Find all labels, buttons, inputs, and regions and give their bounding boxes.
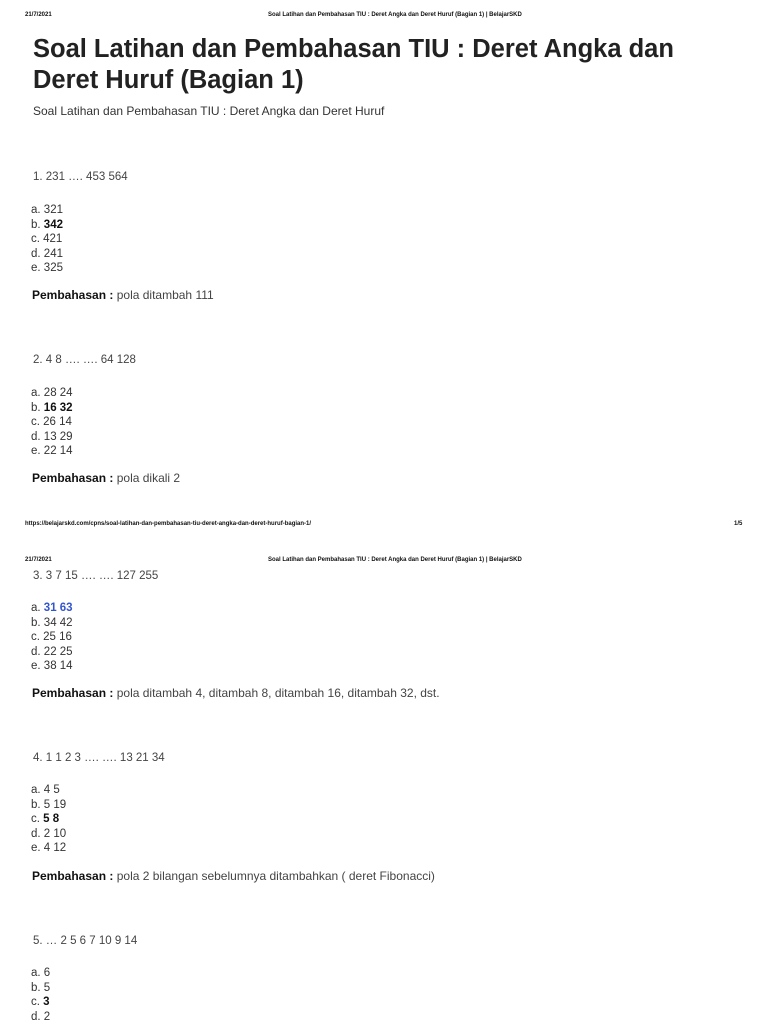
question-4: 4. 1 1 2 3 …. …. 13 21 34 [33, 752, 165, 764]
option-e: e. 4 12 [31, 842, 67, 855]
option-c: c. 25 16 [31, 631, 72, 644]
option-b: b. 34 42 [31, 616, 73, 629]
question-3: 3. 3 7 15 …. …. 127 255 [33, 570, 159, 582]
option-e: e. 38 14 [31, 660, 73, 673]
options-list-1 [31, 203, 63, 276]
option-c: c. 421 [31, 233, 63, 246]
option-a: a. 4 5 [31, 784, 60, 796]
option-b-answer: b. 342 [31, 218, 63, 231]
print-date: 21/7/2021 [25, 12, 52, 18]
option-b: b. 5 [31, 981, 51, 994]
pembahasan-2: Pembahasan : pola dikali 2 [32, 471, 181, 485]
options-list-5 [31, 966, 50, 1024]
option-a: a. 28 24 [31, 387, 73, 399]
option-c-answer: c. 3 [31, 996, 50, 1009]
option-e: e. 325 [31, 262, 63, 275]
options-list-3 [31, 601, 73, 674]
option-d: d. 22 25 [31, 645, 73, 658]
option-a: a. 321 [31, 204, 63, 216]
pembahasan-4: Pembahasan : pola 2 bilangan sebelumnya ditambahkan ( deret Fibonacci) [32, 869, 435, 883]
option-b: b. 5 19 [31, 798, 67, 811]
options-list-4 [31, 783, 66, 856]
option-e: e. 22 14 [31, 445, 73, 458]
pembahasan-1: Pembahasan : pola ditambah 111 [32, 288, 214, 302]
option-d: d. 13 29 [31, 430, 73, 443]
print-date: 21/7/2021 [25, 557, 52, 563]
page-number: 1/5 [734, 521, 743, 527]
option-a-answer: a. 31 63 [31, 602, 73, 614]
question-1: 1. 231 …. 453 564 [33, 171, 128, 183]
options-list-2 [31, 386, 73, 459]
option-a: a. 6 [31, 967, 51, 979]
article-subtitle: Soal Latihan dan Pembahasan TIU : Deret Angka dan Deret Huruf [33, 104, 385, 118]
question-5: 5. … 2 5 6 7 10 9 14 [33, 935, 138, 947]
option-d: d. 241 [31, 247, 63, 260]
print-url[interactable]: https://belajarskd.com/cpns/soal-latihan-dan-pembahasan-tiu-deret-angka-dan-deret-huruf-bagian-1/ [25, 521, 312, 527]
option-d: d. 2 10 [31, 827, 67, 840]
option-c-answer: c. 5 8 [31, 813, 60, 826]
option-b-answer: b. 16 32 [31, 401, 73, 414]
option-c: c. 26 14 [31, 416, 72, 429]
print-doc-title: Soal Latihan dan Pembahasan TIU : Deret Angka dan Deret Huruf (Bagian 1) | BelajarSKD [268, 557, 522, 563]
article-title: Soal Latihan dan Pembahasan TIU : Deret Angka dan Deret Huruf (Bagian 1) [33, 35, 674, 94]
option-d: d. 2 [31, 1010, 51, 1023]
print-doc-title: Soal Latihan dan Pembahasan TIU : Deret Angka dan Deret Huruf (Bagian 1) | BelajarSKD [268, 12, 522, 18]
pembahasan-3: Pembahasan : pola ditambah 4, ditambah 8, ditambah 16, ditambah 32, dst. [32, 686, 440, 700]
question-2: 2. 4 8 …. …. 64 128 [33, 354, 136, 366]
